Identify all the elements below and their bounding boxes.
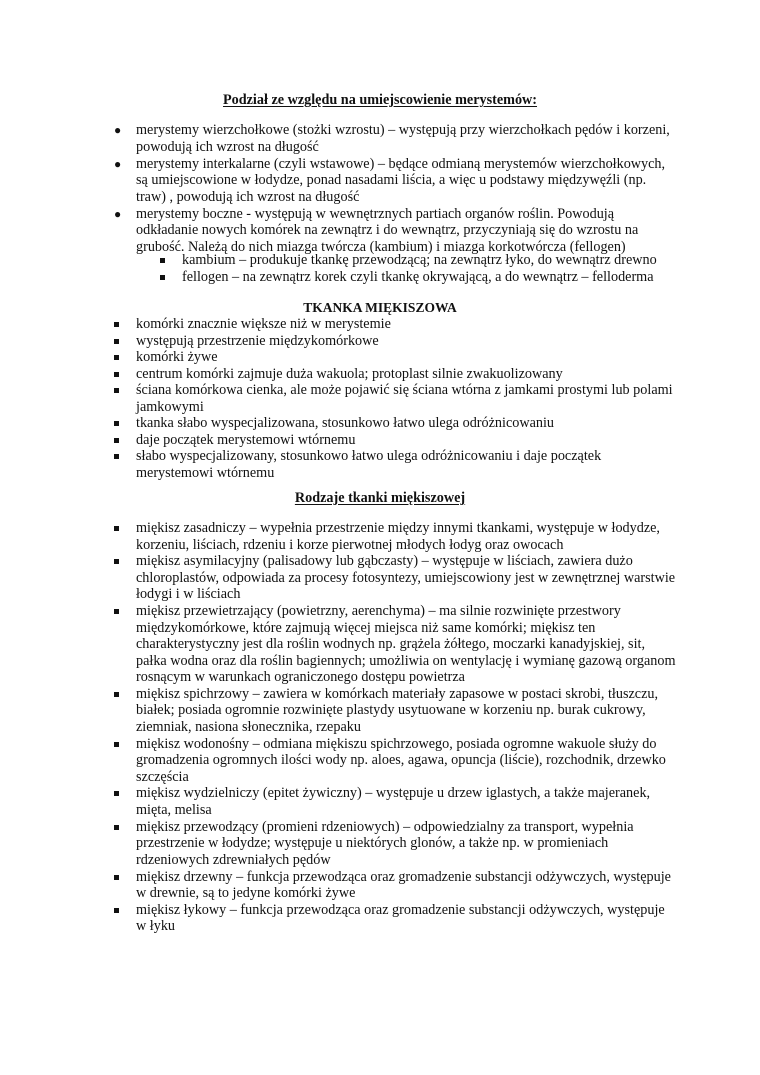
lateral-meristem-sublist: [182, 252, 702, 285]
bullet-icon: ●: [114, 206, 122, 221]
list-item-text: miękisz przewietrzający (powietrzny, aerenchyma) – ma silnie rozwinięte przestwory międzykomórkowe, które zajmują więcej miejsca niż same komórki; miękisz ten charakterystyczny jest dla roślin wodnych np. grążela żółtego, moczarki kanadyjskiej, sit, pałka wodna oraz dla roślin bagiennych; umożliwia on wentylację i wymianę gazową organom rosnącym w warunkach ograniczonego dostępu powietrza: [136, 603, 676, 686]
list-item: [136, 366, 676, 383]
bullet-icon: [114, 388, 119, 393]
list-item: [136, 415, 676, 432]
heading-meristem-location: [0, 92, 760, 109]
bullet-icon: [114, 339, 119, 344]
list-item: [136, 349, 676, 366]
list-item-text: występują przestrzenie międzykomórkowe: [136, 332, 379, 349]
list-item-text: kambium – produkuje tkankę przewodzącą; na zewnątrz łyko, do wewnątrz drewno: [182, 252, 657, 268]
list-item-text: miękisz wydzielniczy (epitet żywiczny) – występuje u drzew iglastych, a także majeranek, mięta, melisa: [136, 785, 651, 818]
list-item: [136, 736, 676, 786]
bullet-icon: [114, 791, 119, 796]
list-item: [114, 155, 676, 206]
list-item-text: miękisz spichrzowy – zawiera w komórkach materiały zapasowe w postaci skrobi, tłuszczu, białek; posiada ogromnie rozwinięte plastydy usytuowane w korzeniu np. burak cukrowy, ziemniak, nasiona słonecznika, rzepaku: [136, 685, 659, 735]
list-item-text: słabo wyspecjalizowany, stosunkowo łatwo ulega odróżnicowaniu i daje początek merystemowi wtórnemu: [136, 448, 602, 481]
list-item-text: fellogen – na zewnątrz korek czyli tkankę okrywającą, a do wewnątrz – felloderma: [182, 268, 654, 285]
bullet-icon: [114, 421, 119, 426]
bullet-icon: [114, 559, 119, 564]
list-item-text: komórki znacznie większe niż w merystemie: [136, 316, 391, 332]
parenchyma-traits-list: [136, 316, 676, 481]
list-item: [136, 785, 676, 818]
list-item: [136, 432, 676, 449]
list-item-text: miękisz łykowy – funkcja przewodząca oraz gromadzenie substancji odżywczych, występuje w łyku: [136, 901, 665, 935]
bullet-icon: [160, 258, 165, 263]
list-item-text: miękisz zasadniczy – wypełnia przestrzenie między innymi tkankami, występuje w łodydze, korzeniu, liściach, rdzeniu i korze pierwotnej młodych łodyg oraz owocach: [136, 520, 660, 553]
list-item: [136, 819, 676, 869]
list-item-text: ściana komórkowa cienka, ale może pojawić się ściana wtórna z jamkami prostymi lub polami jamkowymi: [136, 382, 673, 415]
heading-parenchyma-types-text: Rodzaje tkanki miękiszowej: [294, 490, 466, 506]
bullet-icon: [114, 742, 119, 747]
list-item: [136, 553, 676, 603]
bullet-icon: [114, 355, 119, 360]
heading-parenchyma-text: TKANKA MIĘKISZOWA: [303, 300, 457, 315]
list-item-text: komórki żywe: [136, 349, 218, 365]
bullet-icon: ●: [114, 156, 122, 171]
heading-meristem-location-text: Podział ze względu na umiejscowienie merystemów:: [222, 92, 538, 108]
list-item-text: miękisz wodonośny – odmiana miękiszu spichrzowego, posiada ogromne wakuole służy do gromadzenia ogromnych ilości wody np. aloes, agawa, opuncja (liście), rozchodnik, drzewko szczęścia: [136, 735, 666, 785]
list-item-text: miękisz drzewny – funkcja przewodząca oraz gromadzenie substancji odżywczych, występuje w drewnie, są to jedyne komórki żywe: [136, 868, 671, 902]
list-item-text: centrum komórki zajmuje duża wakuola; protoplast silnie zwakuolizowany: [136, 365, 563, 382]
bullet-icon: [160, 275, 165, 280]
bullet-icon: [114, 692, 119, 697]
bullet-icon: [114, 825, 119, 830]
list-item-text: miękisz przewodzący (promieni rdzeniowych) – odpowiedzialny za transport, wypełnia przestrzenie w łodydze; występuje u niektórych glonów, a także np. w promieniach rdzeniowych zdrewniałych pędów: [136, 818, 634, 868]
list-item: [136, 520, 676, 553]
list-item: [136, 333, 676, 350]
list-item-text: merystemy interkalarne (czyli wstawowe) – będące odmianą merystemów wierzchołkowych, są umiejscowione w łodydze, ponad nasadami liścia, a więc u podstawy międzywęźli (np. traw) , powodują ich wzrost na długość: [136, 155, 666, 205]
bullet-icon: ●: [114, 123, 122, 137]
bullet-icon: [114, 454, 119, 459]
bullet-icon: [114, 609, 119, 614]
bullet-icon: [114, 875, 119, 880]
list-item: [136, 316, 676, 333]
list-item: [136, 448, 676, 481]
list-item: [114, 205, 676, 256]
list-item: [136, 902, 676, 935]
list-item: [136, 382, 676, 415]
list-item: [114, 122, 676, 155]
list-item-text: merystemy wierzchołkowe (stożki wzrostu) – występują przy wierzchołkach pędów i korzeni, powodują ich wzrost na długość: [136, 122, 670, 155]
list-item-text: miękisz asymilacyjny (palisadowy lub gąbczasty) – występuje w liściach, zawiera dużo chloroplastów, odpowiada za procesy fotosyntezy, umiejscowiony jest w zewnętrznej warstwie łodygi i w liściach: [136, 553, 676, 603]
heading-parenchyma: [0, 299, 760, 316]
list-item: [136, 603, 676, 686]
list-item: [182, 269, 702, 286]
meristem-list: [114, 122, 676, 256]
list-item-text: tkanka słabo wyspecjalizowana, stosunkowo łatwo ulega odróżnicowaniu: [136, 415, 555, 431]
bullet-icon: [114, 526, 119, 531]
bullet-icon: [114, 438, 119, 443]
list-item-text: daje początek merystemowi wtórnemu: [136, 431, 356, 448]
heading-parenchyma-types: [0, 490, 760, 507]
parenchyma-types-list: [136, 520, 676, 935]
bullet-icon: [114, 322, 119, 327]
list-item: [182, 252, 702, 269]
list-item: [136, 686, 676, 736]
bullet-icon: [114, 908, 119, 913]
bullet-icon: [114, 372, 119, 377]
list-item: [136, 869, 676, 902]
list-item-text: merystemy boczne - występują w wewnętrznych partiach organów roślin. Powodują odkładanie nowych komórek na zewnątrz i do wewnątrz, przyczyniają się do wzrostu na grubość. Należą do nich miazga twórcza (kambium) i miazga korkotwórcza (fellogen): [136, 205, 639, 255]
